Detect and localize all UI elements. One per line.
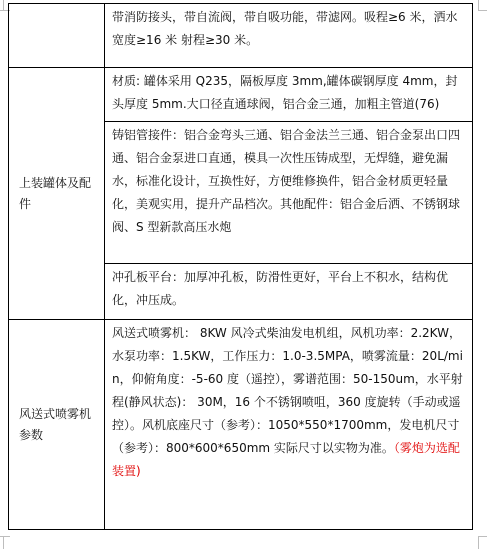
row-content-platform [105, 264, 473, 320]
row-label [9, 4, 105, 68]
corner-mark-tl [3, 0, 4, 10]
cell-text: 带消防接头，带自流阀，带自吸功能，带滤网。吸程≥6 米，洒水宽度≥16 米 射程≥30 米。 [112, 10, 458, 47]
row-content [105, 4, 473, 68]
corner-mark-br-h [478, 536, 487, 537]
cell-text: 冲孔板平台：加厚冲孔板，防滑性更好，平台上不积水，结构优化，冲压成。 [112, 270, 449, 307]
cell-text: 铸铝管接件：铝合金弯头三通、铝合金法兰三通、铝合金泵出口四通、铝合金泵进口直通，模具一次性压铸成型，无焊缝，避免漏水，标准化设计，互换性好，方便维修换件，铝合金材质更轻量化，美观实用，提升产品档次。其他配件：铝合金后洒、不锈钢球阀、S 型新款高压水炮 [112, 128, 461, 234]
corner-mark-tr-h [478, 10, 487, 11]
table-row [9, 320, 473, 530]
row-content-sprayer [105, 320, 473, 530]
table-row [9, 68, 473, 122]
optional-note: （雾炮为选配装置) [112, 441, 460, 478]
row-content-fittings [105, 122, 473, 264]
table-row [9, 4, 473, 68]
cell-text: 风送式喷雾机： 8KW 风冷式柴油发电机组，风机功率：2.2KW，水泵功率：1.5KW，工作压力：1.0-3.5MPA，喷雾流量：20L/min，仰俯角度：-5-60 度（遥控），雾谱范围：50-150um，水平射程(静风状态)： 30M，16 个不锈钢喷咀，360 度旋转（手动或遥控）。风机底座尺寸（参考）：1050*550*1700mm，发电机尺寸（参考）：800*600*650mm 实际尺寸以实物为准。 [112, 326, 463, 455]
corner-mark-bl-h [0, 536, 10, 537]
spec-table [8, 3, 473, 530]
row-content-material [105, 68, 473, 122]
row-label-sprayer: 风送式喷雾机参数 [9, 320, 105, 530]
corner-mark-br [478, 536, 479, 549]
row-label-tank: 上装罐体及配件 [9, 68, 105, 320]
corner-mark-tr [478, 0, 479, 10]
corner-mark-bl [3, 536, 4, 549]
cell-text: 材质: 罐体采用 Q235，隔板厚度 3mm,罐体碳钢厚度 4mm，封头厚度 5mm.大口径直通球阀，铝合金三通，加粗主管道(76) [112, 74, 458, 111]
